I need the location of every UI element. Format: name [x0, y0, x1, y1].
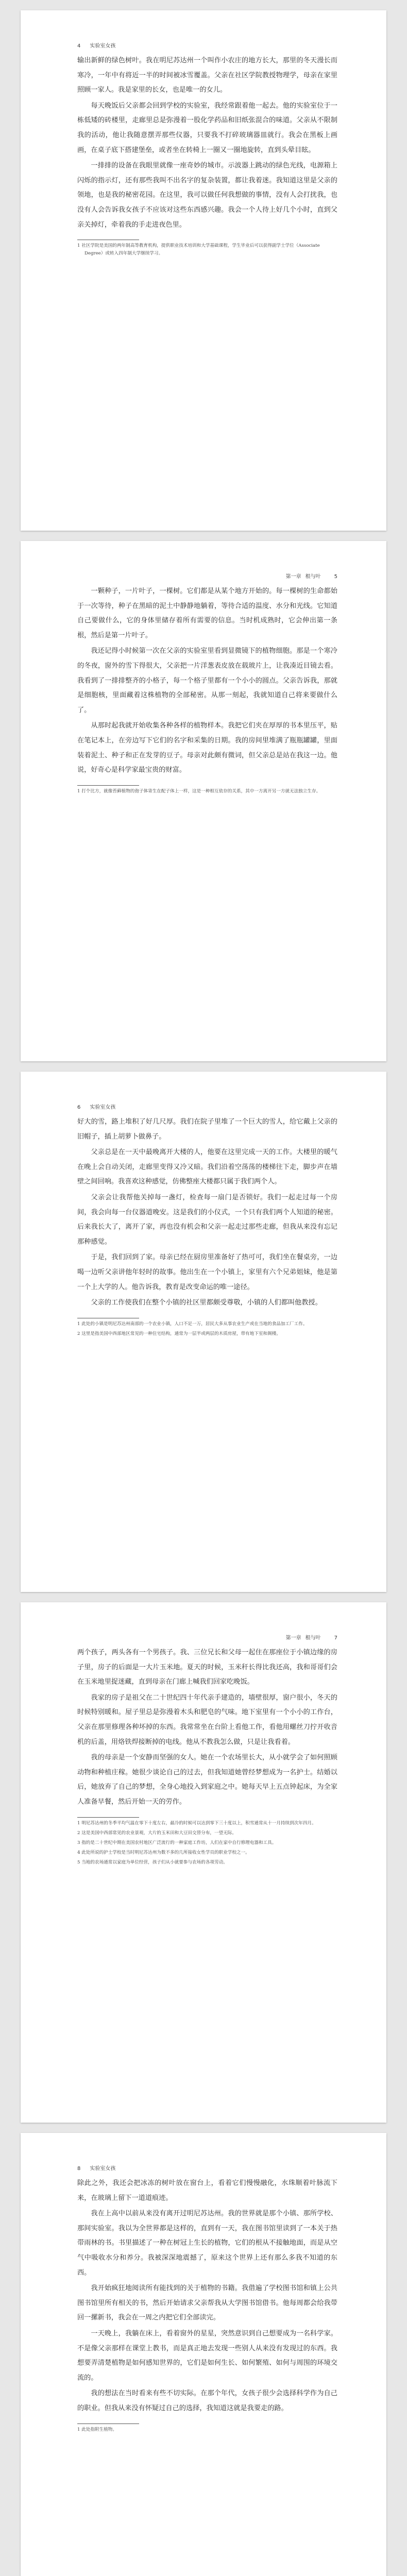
- body-paragraph: 除此之外，我还会把冰冻的树叶放在窗台上，看着它们慢慢融化，水珠顺着叶脉流下来，在玻璃上留下一道道痕迹。: [77, 2179, 337, 2202]
- body-paragraph: 于是，我们回到了家。母亲已经在厨房里准备好了热可可，我们坐在餐桌旁，一边喝一边听父亲讲他年轻时的故事。他出生在一个小镇上，家里有六个兄弟姐妹，他是第一个上大学的人。他告诉我，教育是改变命运的唯一途径。: [77, 1253, 337, 1291]
- page-number: 5: [334, 574, 337, 580]
- chapter-title: 根与叶: [305, 574, 321, 580]
- footnote: 1 社区学院是美国的两年制高等教育机构，提供职业技术培训和大学基础课程，学生毕业后可以获得副学士学位（Associate Degree）或转入四年制大学继续学习。: [77, 243, 320, 257]
- book-page: [21, 1072, 386, 1592]
- body-paragraph: 一天晚上，我躺在床上，看着窗外的星星，突然意识到自己想要成为一名科学家。不是像父亲那样在课堂上教书，而是真正地去发现一些别人从来没有发现过的东西。我想要弄清楚植物是如何感知世界的，它们是如何生长、如何繁殖、如何与周围的环境交流的。: [77, 2329, 337, 2382]
- body-paragraph: 每天晚饭后父亲都会回到学校的实验室，我经常跟着他一起去。他的实验室位于一栋低矮的砖楼里，走廊里总是弥漫着一股化学药品和旧纸张混合的味道。父亲从不限制我的活动，他让我随意摆弄那些仪器，只要我不打碎玻璃器皿就行。我会在黑板上画画，在桌子底下搭建堡垒，或者坐在转椅上一圈又一圈地旋转，直到头晕目眩。: [77, 101, 337, 154]
- footnote: 1 此处指附生植物。: [77, 2427, 117, 2432]
- book-page: [21, 1602, 386, 2123]
- footnote: 4 此处所说的护士学校是当时明尼苏达州为数不多的几所接收女性学员的职业学校之一。: [77, 1850, 250, 1855]
- footnote: 2 这是美国中西部常见的农业景观，大片的玉米田和大豆田交替分布，一望无际。: [77, 1830, 236, 1836]
- page-header: [77, 2164, 337, 2175]
- body-paragraph: 两个孩子，两头各有一个男孩子。我、三位兄长和父母一起住在那座位于小镇边缘的房子里，房子的后面是一大片玉米地。夏天的时候，玉米秆长得比我还高，我和哥哥们会在玉米地里捉迷藏，直到母亲在门廊上喊我们回家吃晚饭。: [77, 1649, 337, 1686]
- body-paragraph: 从那时起我就开始收集各种各样的植物样本。我把它们夹在厚厚的书本里压平，贴在笔记本上，在旁边写下它们的名字和采集的日期。我的房间里堆满了瓶瓶罐罐，里面装着泥土、种子和正在发芽的豆子。母亲对此颇有微词，但父亲总是站在我这一边。他说，好奇心是科学家最宝贵的财富。: [77, 722, 337, 774]
- body-paragraph: 我开始疯狂地阅读所有能找到的关于植物的书籍。我借遍了学校图书馆和镇上公共图书馆里所有相关的书，然后开始请求父亲帮我从大学图书馆借书。他每周都会给我带回一摞新书，我会在一周之内把它们全部读完。: [77, 2284, 337, 2322]
- page-number: 7: [334, 1635, 337, 1641]
- footnote-rule: [77, 1817, 139, 1818]
- chapter-title: 根与叶: [305, 1635, 321, 1641]
- body-paragraph: 我的想法在当时看来有些不切实际。在那个年代，女孩子很少会选择科学作为自己的职业。但我从来没有怀疑过自己的选择，我知道这就是我要走的路。: [77, 2389, 337, 2412]
- body-paragraph: 父亲的工作使我们在整个小镇的社区里都颇受尊敬，小镇的人们都叫他教授。: [91, 1299, 322, 1307]
- chapter-number: 第一章: [285, 1635, 301, 1641]
- footnote: 1 此处的小镇是明尼苏达州南部的一个农业小镇，人口不足一万，居民大多从事农业生产或在当地的食品加工厂工作。: [77, 1321, 308, 1327]
- body-paragraph: 一排排的设备在我眼里就像一座奇妙的城市。示波器上跳动的绿色光线，电源箱上闪烁的指示灯，还有那些我叫不出名字的复杂装置，都让我着迷。我知道这里是父亲的领地，也是我的秘密花园。在这里，我可以做任何我想做的事情，没有人会打扰我，也没有人会告诉我女孩子不应该对这些东西感兴趣。我会一个人待上好几个小时，直到父亲关掉灯，牵着我的手走进夜色里。: [77, 162, 337, 229]
- body-paragraph: 一颗种子，一片叶子，一棵树。它们都是从某个地方开始的。每一棵树的生命都始于一次等待，种子在黑暗的泥土中静静地躺着，等待合适的温度、水分和光线。它知道自己要做什么，它的身体里储存着所有需要的信息。当时机成熟时，它会伸出第一条根，然后是第一片叶子。: [77, 587, 337, 639]
- book-page: [21, 541, 386, 1061]
- book-page: [21, 10, 386, 531]
- footnote: 1 明尼苏达州的冬季平均气温在零下十度左右，最冷的时候可以达到零下三十度以上，积雪通常从十一月持续到次年四月。: [77, 1820, 316, 1826]
- page-number: 8: [77, 2166, 81, 2172]
- page-number: 4: [77, 43, 81, 49]
- body-paragraph: 父亲会让我帮他关掉每一盏灯，检查每一扇门是否锁好。我们一起走过每一个房间，我会向每一台仪器道晚安。这是我们的小仪式，一个只有我们两个人知道的秘密。后来我长大了，离开了家，再也没有机会和父亲一起走过那些走廊，但我从来没有忘记那种感觉。: [77, 1193, 337, 1246]
- running-title: 实验室女孩: [90, 43, 116, 49]
- footnote: 5 当地的农场通常以家庭为单位经营，孩子们从小就要参与农场的各项劳动。: [77, 1859, 228, 1865]
- running-title: 实验室女孩: [90, 2166, 116, 2172]
- page-header: [77, 1103, 337, 1114]
- footnote-rule: [77, 785, 139, 786]
- body-paragraph: 输出新鲜的绿色树叶。我在明尼苏达州一个叫作小农庄的地方长大，那里的冬天漫长而寒冷，一年中有将近一半的时间被冰雪覆盖。父亲在社区学院教授物理学，母亲在家里照顾一家人。我是家里的长女，也是唯一的女儿。: [77, 57, 337, 94]
- page-number: 6: [77, 1105, 81, 1110]
- page-header: [77, 41, 337, 53]
- footnote: 1 打个比方，就像苔藓植物的孢子体寄生在配子体上一样，这是一种相互依存的关系，其中一方离开另一方就无法独立生存。: [77, 788, 321, 794]
- body-paragraph: 我还记得小时候第一次在父亲的实验室里看到显微镜下的植物细胞。那是一个寒冷的冬夜，窗外的雪下得很大，父亲把一片洋葱表皮放在载玻片上，让我凑近目镜去看。我看到了一排排整齐的小格子，每一个格子里都有一个小小的圆点。父亲告诉我，那就是细胞核，里面藏着这株植物的全部秘密。从那一刻起，我就知道自己将来要做什么了。: [77, 647, 337, 714]
- footnote: 3 指的是二十世纪中期在美国农村地区广泛流行的一种家庭工作坊，人们在家中自行修理电器和工具。: [77, 1840, 277, 1845]
- body-paragraph: 我家的房子是祖父在二十世纪四十年代亲手建造的，墙壁很厚，窗户很小，冬天的时候特别暖和。屋子里总是弥漫着木头和肥皂的气味。地下室里有一个小小的工作台，父亲在那里修理各种坏掉的东西。我常常坐在台阶上看他工作，看他用螺丝刀拧开收音机的后盖，用烙铁焊接断掉的电线。他从不教我怎么做，只是让我看着。: [77, 1693, 337, 1746]
- page-header: [77, 572, 337, 583]
- page-header: [77, 1633, 337, 1645]
- body-paragraph: 我的母亲是一个安静而坚强的女人。她在一个农场里长大，从小就学会了如何照顾动物和种植庄稼。她很少谈论自己的过去，但我知道她曾经梦想成为一名护士。结婚以后，她放弃了自己的梦想，全身心地投入到家庭之中。她每天早上五点钟起床，为全家人准备早餐，然后开始一天的劳作。: [77, 1754, 337, 1806]
- body-paragraph: 我在上高中以前从来没有离开过明尼苏达州。我的世界就是那个小镇、那所学校、那间实验室。我以为全世界都是这样的，直到有一天，我在图书馆里读到了一本关于热带雨林的书。书里描述了一种在树冠上生长的植物，它们的根从不接触地面，而是从空气中吸收水分和养分。我被深深地震撼了，原来这个世界上还有那么多我不知道的东西。: [77, 2210, 337, 2277]
- running-title: 实验室女孩: [90, 1105, 116, 1110]
- body-paragraph: 好大的雪，路上堆积了好几尺厚。我们在院子里堆了一个巨大的雪人，给它戴上父亲的旧帽子，插上胡萝卜做鼻子。: [77, 1118, 337, 1141]
- chapter-number: 第一章: [285, 574, 301, 580]
- book-page: [21, 2133, 386, 2576]
- footnote: 2 这里是指美国中西部地区常见的一种住宅结构，通常为一层半或两层的木质房屋，带有地下室和阁楼。: [77, 1331, 281, 1336]
- body-paragraph: 父亲总是在一天中最晚离开大楼的人，他要在这里完成一天的工作。大楼里的暖气在晚上会自动关闭，走廊里变得又冷又暗。我们沿着空荡荡的楼梯往下走，脚步声在墙壁之间回响。我喜欢这种感觉，仿佛整座大楼都只属于我们两个人。: [77, 1148, 337, 1186]
